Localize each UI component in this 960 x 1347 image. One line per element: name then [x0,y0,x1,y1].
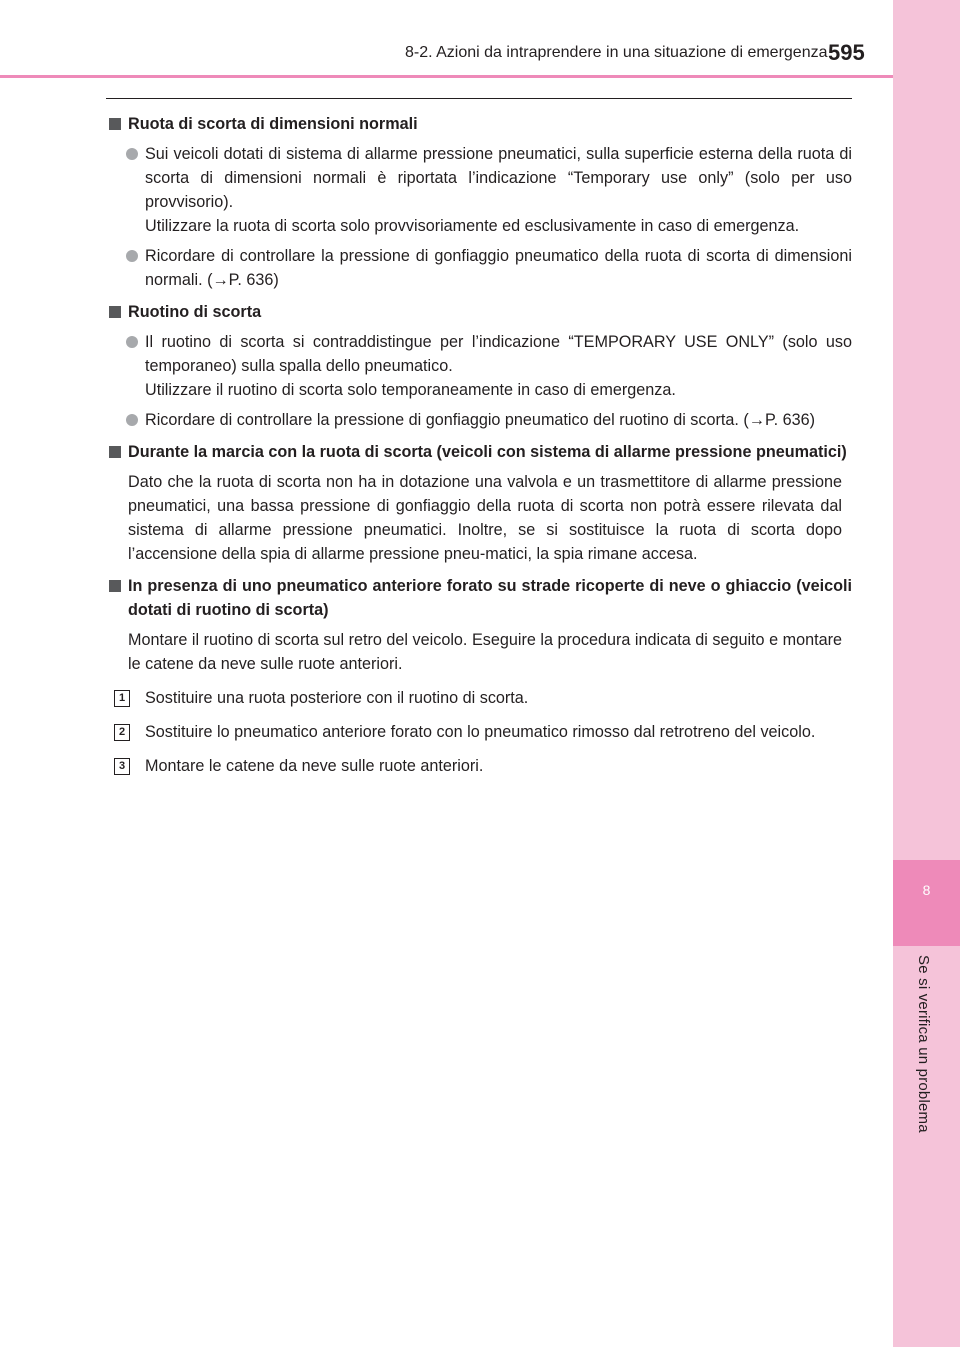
running-header: 8-2. Azioni da intraprendere in una situazione di emergenza [405,44,828,61]
list-item [108,330,852,402]
section-title: Durante la marcia con la ruota di scorta (veicoli con sistema di allarme pressione pneumatici) [128,443,847,461]
step-item [108,686,852,710]
chapter-number: 8 [922,882,931,898]
section-compact-spare [108,300,852,432]
header-rule [0,75,893,78]
section-heading [108,440,852,464]
list-item [108,142,852,238]
chapter-title: Se si verifica un problema [915,955,932,1133]
section-title: Ruota di scorta di dimensioni normali [128,115,418,133]
section-normal-spare [108,112,852,292]
section-heading [108,300,852,324]
bullet-text: Ricordare di controllare la pressione di gonfiaggio pneumatico della ruota di scorta di dimensioni normali. (→P. 636) [145,247,852,289]
bullet-text: Ricordare di controllare la pressione di gonfiaggio pneumatico del ruotino di scorta. (→P. 636) [145,411,816,429]
list-item [108,408,852,432]
list-item [108,244,852,292]
paragraph-text: Montare il ruotino di scorta sul retro del veicolo. Eseguire la procedura indicata di seguito e montare le catene da neve sulle ruote anteriori. [128,631,842,673]
bullet-text: Utilizzare la ruota di scorta solo provvisoriamente ed esclusivamente in caso di emergenza. [145,217,800,235]
paragraph [108,470,852,566]
bullet-text: Sui veicoli dotati di sistema di allarme pressione pneumatici, sulla superficie esterna della ruota di scorta di dimensioni normali è riportata l’indicazione “Temporary use only” (solo per uso provvisorio). [145,145,852,211]
page-content [108,112,852,786]
step-number: 1 [114,690,130,707]
square-bullet-icon [109,446,121,458]
step-item [108,720,852,744]
step-number: 3 [114,758,130,775]
section-title: Ruotino di scorta [128,303,262,321]
square-bullet-icon [109,118,121,130]
step-text: Sostituire una ruota posteriore con il ruotino di scorta. [145,689,529,707]
circle-bullet-icon [126,336,138,348]
circle-bullet-icon [126,414,138,426]
step-number: 2 [114,724,130,741]
circle-bullet-icon [126,250,138,262]
square-bullet-icon [109,580,121,592]
step-item [108,754,852,778]
paragraph-text: Dato che la ruota di scorta non ha in dotazione una valvola e un trasmettitore di allarme pressione pneumatici, una bassa pressione di gonfiaggio della ruota di scorta non potrà essere rilevata dal sistema di allarme pressione pneumatici. Inoltre, se si sostituisce la ruota di scorta dopo l’accensione della spia di allarme pressione pneu-matici, la spia rimane accesa. [128,473,842,563]
chapter-sidebar [893,0,960,1347]
chapter-tab [893,860,960,946]
bullet-text: Il ruotino di scorta si contraddistingue per l’indicazione “TEMPORARY USE ONLY” (solo uso temporaneo) sulla spalla dello pneumatico. [145,333,852,375]
section-driving-with-spare [108,440,852,566]
step-text: Sostituire lo pneumatico anteriore forato con lo pneumatico rimosso dal retrotreno del veicolo. [145,723,816,741]
circle-bullet-icon [126,148,138,160]
section-title: In presenza di uno pneumatico anteriore forato su strade ricoperte di neve o ghiaccio (veicoli dotati di ruotino di scorta) [128,577,852,619]
section-flat-front-tire [108,574,852,778]
paragraph [108,628,852,676]
step-text: Montare le catene da neve sulle ruote anteriori. [145,757,484,775]
page-number: 595 [828,40,865,65]
square-bullet-icon [109,306,121,318]
section-heading [108,574,852,622]
section-heading [108,112,852,136]
content-rule [106,98,852,99]
bullet-text: Utilizzare il ruotino di scorta solo temporaneamente in caso di emergenza. [145,381,676,399]
